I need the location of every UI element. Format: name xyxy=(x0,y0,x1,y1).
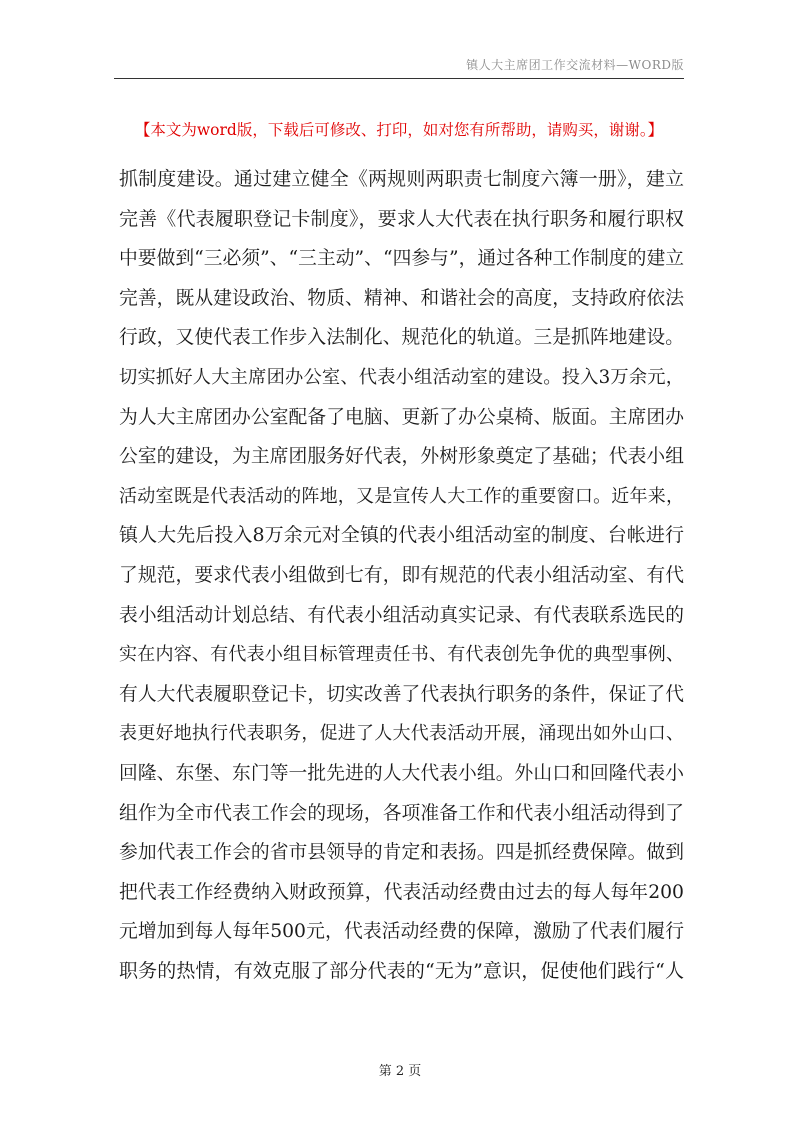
body-line: 实在内容、有代表小组目标管理责任书、有代表创先争优的典型事例、 xyxy=(119,644,684,666)
body-line: 为人大主席团办公室配备了电脑、更新了办公桌椅、版面。主席团办 xyxy=(119,406,684,428)
body-paragraph xyxy=(119,160,684,991)
body-line: 行政，又使代表工作步入法制化、规范化的轨道。三是抓阵地建设。 xyxy=(119,327,684,349)
body-line: 抓制度建设。通过建立健全《两规则两职责七制度六簿一册》，建立 xyxy=(119,168,684,190)
running-header: 镇人大主席团工作交流材料—WORD版 xyxy=(466,58,684,72)
body-line: 元增加到每人每年500元，代表活动经费的保障，激励了代表们履行 xyxy=(119,921,684,943)
body-line: 了规范，要求代表小组做到七有，即有规范的代表小组活动室、有代 xyxy=(119,564,684,586)
body-line: 活动室既是代表活动的阵地，又是宣传人大工作的重要窗口。近年来， xyxy=(119,485,684,507)
body-line: 表更好地执行代表职务，促进了人大代表活动开展，涌现出如外山口、 xyxy=(119,723,684,745)
body-line: 有人大代表履职登记卡，切实改善了代表执行职务的条件，保证了代 xyxy=(119,683,684,705)
body-line: 表小组活动计划总结、有代表小组活动真实记录、有代表联系选民的 xyxy=(119,604,684,626)
body-line: 参加代表工作会的省市县领导的肯定和表扬。四是抓经费保障。做到 xyxy=(119,842,684,864)
body-line: 完善，既从建设政治、物质、精神、和谐社会的高度，支持政府依法 xyxy=(119,287,684,309)
body-line: 公室的建设，为主席团服务好代表，外树形象奠定了基础；代表小组 xyxy=(119,446,684,468)
page-number: 第 2 页 xyxy=(378,1064,422,1079)
body-line: 镇人大先后投入8万余元对全镇的代表小组活动室的制度、台帐进行 xyxy=(119,524,684,547)
body-line: 职务的热情，有效克服了部分代表的“无为”意识，促使他们践行“人 xyxy=(119,959,684,982)
body-line: 中要做到“三必须”、“三主动”、“四参与”，通过各种工作制度的建立 xyxy=(119,248,684,270)
body-line: 回隆、东堡、东门等一批先进的人大代表小组。外山口和回隆代表小 xyxy=(119,762,684,784)
body-line: 切实抓好人大主席团办公室、代表小组活动室的建设。投入3万余元， xyxy=(119,366,684,388)
header-divider xyxy=(114,78,684,79)
body-line: 把代表工作经费纳入财政预算，代表活动经费由过去的每人每年200 xyxy=(119,881,684,903)
download-notice: 【本文为word版，下载后可修改、打印，如对您有所帮助，请购买，谢谢。】 xyxy=(134,121,664,139)
body-line: 完善《代表履职登记卡制度》，要求人大代表在执行职务和履行职权 xyxy=(119,207,684,230)
body-line: 组作为全市代表工作会的现场，各项准备工作和代表小组活动得到了 xyxy=(119,802,684,824)
